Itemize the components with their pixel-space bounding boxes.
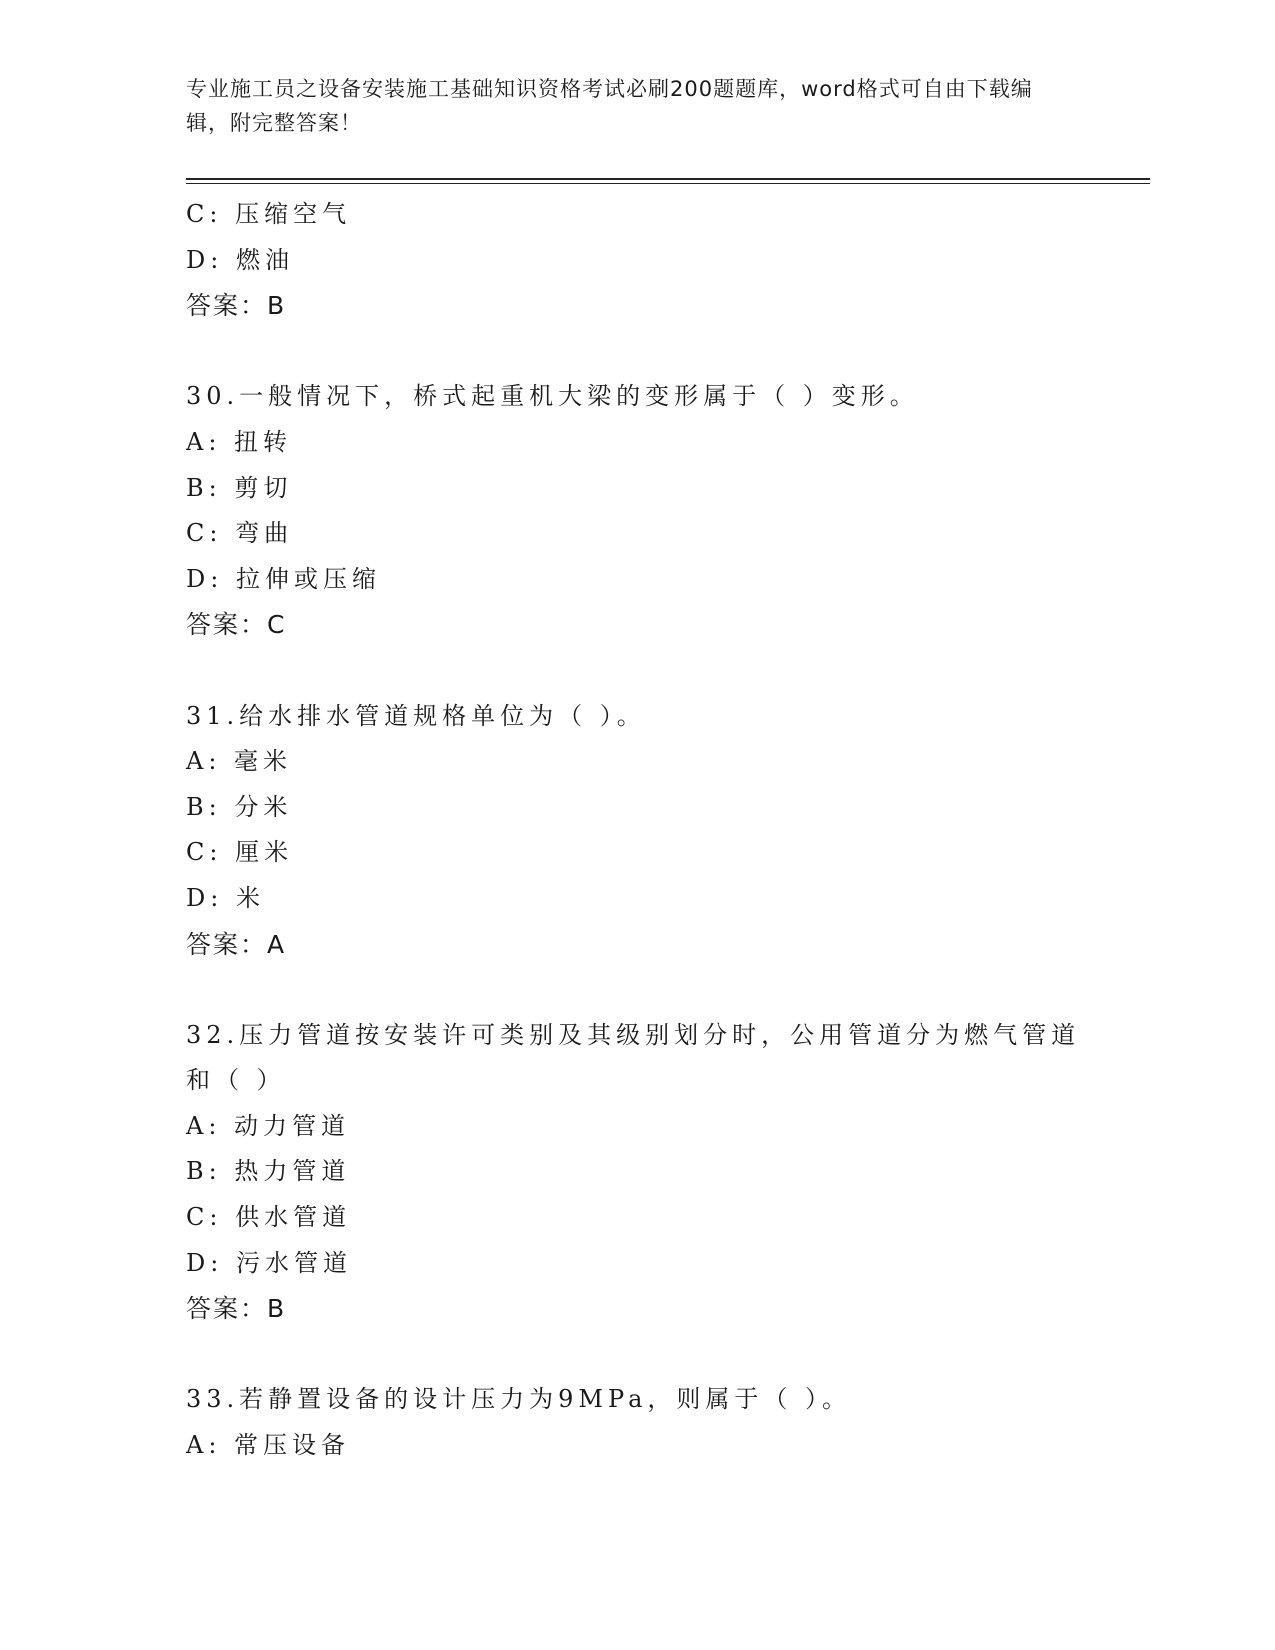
answer: 答案：B [186, 1294, 287, 1324]
option-d: D: 米 [186, 883, 265, 912]
spacer [186, 1332, 1096, 1378]
spacer [186, 967, 1096, 1013]
question-list [186, 192, 1096, 1469]
option-c: C: 厘米 [186, 838, 294, 867]
question-stem: 31.给水排水管道规格单位为（ ）。 [186, 701, 646, 730]
option-c: C: 压缩空气 [186, 200, 352, 228]
question-30 [186, 374, 1096, 648]
option-d: D: 拉伸或压缩 [186, 564, 381, 593]
question-32 [186, 1013, 1096, 1332]
document-header: 专业施工员之设备安装施工基础知识资格考试必刷200题题库，word格式可自由下载编辑，附完整答案！ [186, 77, 1033, 135]
question-stem: 30.一般情况下，桥式起重机大梁的变形属于（ ）变形。 [186, 382, 919, 411]
option-b: B: 剪切 [186, 473, 293, 502]
option-b: B: 热力管道 [186, 1157, 351, 1186]
question-29-continuation [186, 192, 1096, 329]
option-d: D: 燃油 [186, 245, 294, 274]
option-c: C: 弯曲 [186, 519, 294, 548]
spacer [186, 329, 1096, 375]
option-a: A: 毫米 [186, 747, 293, 776]
option-d: D: 污水管道 [186, 1248, 352, 1277]
question-33 [186, 1377, 1096, 1468]
header-divider-thin [186, 183, 1150, 184]
spacer [186, 648, 1096, 694]
question-stem: 32.压力管道按安装许可类别及其级别划分时，公用管道分为燃气管道和（ ） [186, 1020, 1081, 1095]
option-a: A: 常压设备 [186, 1431, 351, 1460]
answer: 答案：B [186, 291, 287, 321]
option-a: A: 扭转 [186, 427, 293, 456]
question-stem: 33.若静置设备的设计压力为9MPa，则属于（ ）。 [186, 1385, 852, 1414]
option-b: B: 分米 [186, 792, 293, 821]
option-c: C: 供水管道 [186, 1203, 352, 1232]
question-31 [186, 694, 1096, 968]
option-a: A: 动力管道 [186, 1111, 351, 1140]
answer: 答案：A [186, 929, 287, 959]
header-divider-thick [186, 178, 1150, 180]
answer: 答案：C [186, 610, 287, 640]
